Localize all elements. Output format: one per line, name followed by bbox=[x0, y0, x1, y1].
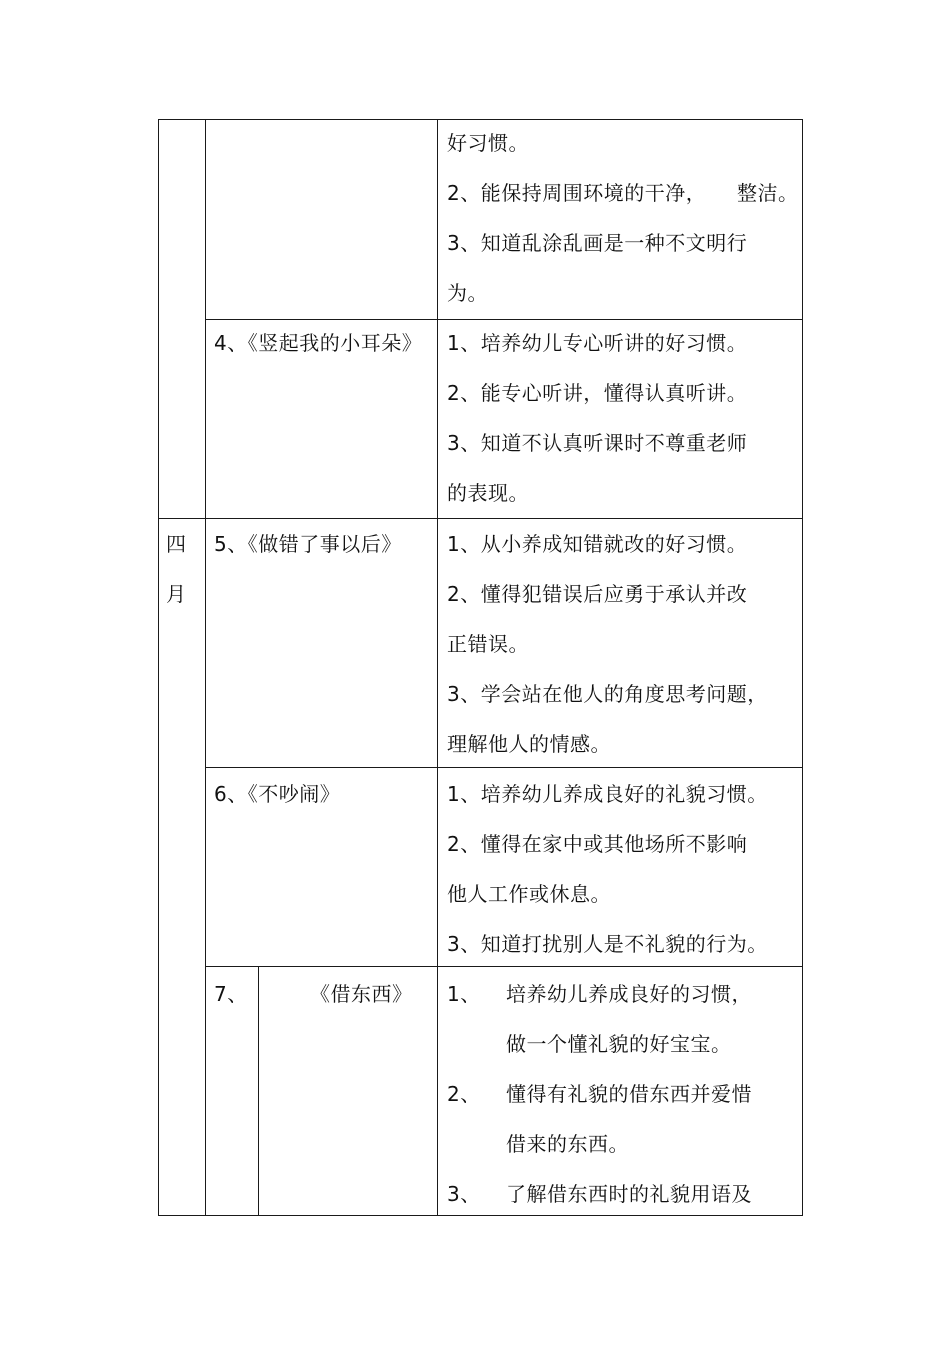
table-border-bottom bbox=[158, 1215, 803, 1216]
goal-line: 3、知道不认真听课时不尊重老师 bbox=[447, 431, 748, 455]
goal-line: 3、知道打扰别人是不礼貌的行为。 bbox=[447, 932, 768, 956]
row-divider bbox=[206, 767, 803, 768]
goal-line: 2、懂得在家中或其他场所不影响 bbox=[447, 832, 748, 856]
goal-line: 懂得有礼貌的借东西并爱惜 bbox=[506, 1082, 752, 1106]
goal-line: 借来的东西。 bbox=[506, 1132, 629, 1156]
goal-line: 3、学会站在他人的角度思考问题， bbox=[447, 682, 768, 706]
goal-line: 为。 bbox=[447, 281, 488, 305]
lesson-title: 6、《不吵闹》 bbox=[214, 782, 341, 806]
column-divider bbox=[205, 119, 206, 1216]
goal-line: 1、从小养成知错就改的好习惯。 bbox=[447, 532, 748, 556]
month-cell-char: 月 bbox=[166, 582, 187, 606]
lesson-title: 4、《竖起我的小耳朵》 bbox=[214, 331, 423, 355]
goal-number: 1、 bbox=[447, 982, 481, 1006]
goal-line: 1、培养幼儿养成良好的礼貌习惯。 bbox=[447, 782, 768, 806]
goal-line: 的表现。 bbox=[447, 481, 529, 505]
column-divider bbox=[437, 119, 438, 1216]
lesson-number: 7、 bbox=[214, 982, 248, 1006]
goal-line: 他人工作或休息。 bbox=[447, 882, 611, 906]
lesson-title: 5、《做错了事以后》 bbox=[214, 532, 402, 556]
goal-line: 正错误。 bbox=[447, 632, 529, 656]
goal-line: 1、培养幼儿专心听讲的好习惯。 bbox=[447, 331, 748, 355]
table-border-right bbox=[802, 119, 803, 1216]
goal-line: 整洁。 bbox=[737, 181, 799, 205]
goal-line: 2、能保持周围环境的干净， bbox=[447, 181, 707, 205]
month-cell-char: 四 bbox=[166, 532, 187, 556]
table-border-top bbox=[158, 119, 803, 120]
row-divider bbox=[206, 319, 803, 320]
goal-number: 3、 bbox=[447, 1182, 481, 1206]
goal-line: 了解借东西时的礼貌用语及 bbox=[506, 1182, 752, 1206]
goal-line: 2、能专心听讲，懂得认真听讲。 bbox=[447, 381, 748, 405]
goal-number: 2、 bbox=[447, 1082, 481, 1106]
column-divider bbox=[258, 966, 259, 1216]
row-divider bbox=[158, 518, 803, 519]
lesson-title: 《借东西》 bbox=[310, 982, 413, 1006]
goal-line: 好习惯。 bbox=[447, 131, 529, 155]
goal-line: 培养幼儿养成良好的习惯， bbox=[506, 982, 752, 1006]
table-border-left bbox=[158, 119, 159, 1216]
goal-line: 2、懂得犯错误后应勇于承认并改 bbox=[447, 582, 748, 606]
row-divider bbox=[206, 966, 803, 967]
goal-line: 3、知道乱涂乱画是一种不文明行 bbox=[447, 231, 748, 255]
goal-line: 做一个懂礼貌的好宝宝。 bbox=[506, 1032, 732, 1056]
goal-line: 理解他人的情感。 bbox=[447, 732, 611, 756]
